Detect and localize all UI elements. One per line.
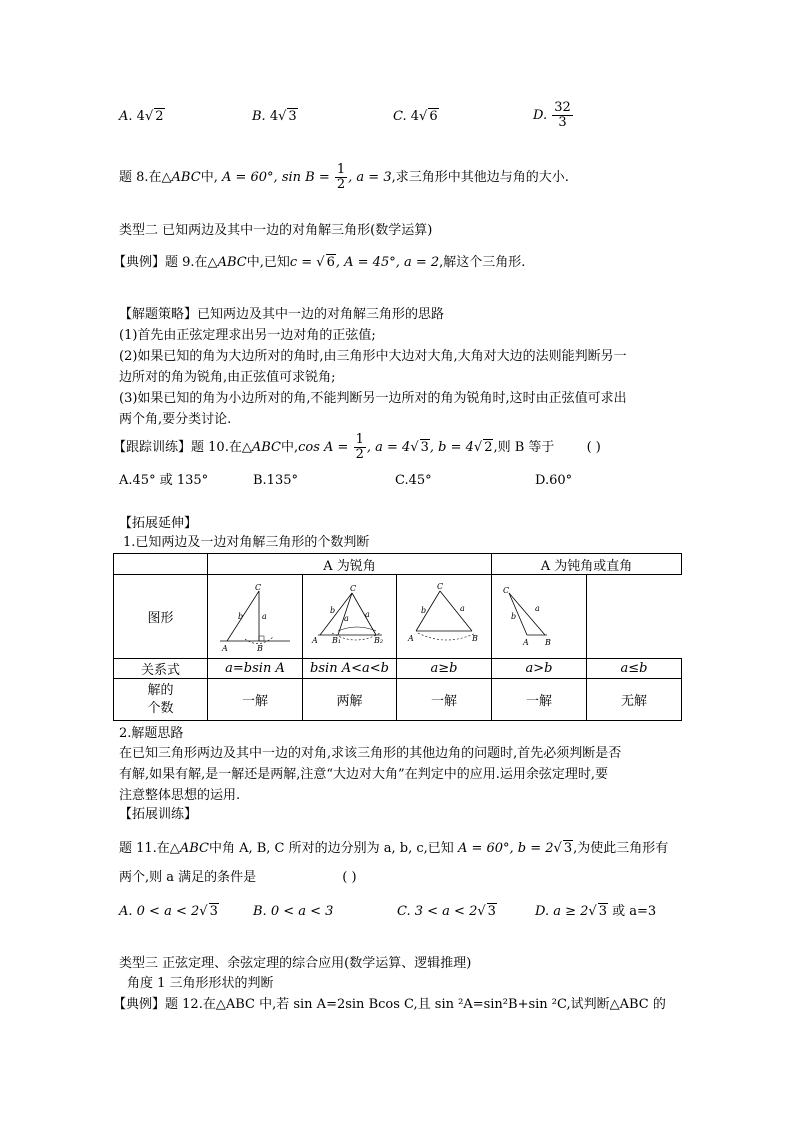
figure-cell-2 bbox=[303, 575, 397, 659]
denominator: 3 bbox=[558, 115, 567, 130]
figure-cell-4 bbox=[492, 575, 587, 659]
q11-option-b: B. 0 < a < 3 bbox=[253, 904, 334, 919]
option-text: A. 0 < a < 2 bbox=[119, 904, 200, 919]
triangle-name: ABC bbox=[217, 255, 247, 270]
strategy-line-4: (3)如果已知的角为小边所对的角,不能判断另一边所对的角为锐角时,这时由正弦值可求出 bbox=[119, 391, 627, 406]
text: 中角 A, B, C 所对的边分别为 a, b, c,已知 bbox=[208, 841, 454, 856]
solution-count-table bbox=[113, 553, 682, 721]
triangle-name: ABC bbox=[179, 841, 209, 856]
type3-angle-1: 角度 1 三角形形状的判断 bbox=[127, 976, 274, 991]
count-cell: 两解 bbox=[303, 679, 397, 721]
option-label: D. bbox=[533, 108, 548, 123]
option-text: D. a ≥ 2 bbox=[535, 904, 589, 919]
radicand: 6 bbox=[429, 109, 438, 124]
triangle-figure-one-solution bbox=[215, 581, 295, 653]
svg-text:C: C bbox=[503, 585, 510, 595]
strategy-line-1: (1)首先由正弦定理求出另一边对角的正弦值; bbox=[119, 328, 376, 343]
figure-cell-3 bbox=[397, 575, 492, 659]
condition: c = bbox=[289, 255, 313, 270]
numerator: 1 bbox=[336, 162, 346, 177]
relation-cell: a>b bbox=[492, 659, 587, 679]
q10-option-b: B.135° bbox=[253, 473, 298, 488]
svg-text:B₁: B₁ bbox=[331, 635, 341, 645]
count-cell: 一解 bbox=[208, 679, 303, 721]
extension-paragraph-3: 注意整体思想的运用. bbox=[119, 788, 241, 803]
radicand: 3 bbox=[209, 904, 218, 919]
relation-cell: a=bsin A bbox=[208, 659, 303, 679]
triangle-figure-obtuse bbox=[499, 581, 579, 653]
tag: 【典例】 bbox=[113, 255, 166, 270]
text: ,求三角形中其他边与角的大小. bbox=[391, 170, 569, 185]
relation-cell: a≤b bbox=[587, 659, 682, 679]
question-9: 【典例】题 9.在△ABC中,已知c = √ 6, A = 45°, a = 2,解这个三角形. bbox=[113, 255, 526, 270]
q11-option-c: C. 3 < a < 2√ 3 bbox=[397, 904, 496, 919]
radicand: 3 bbox=[420, 440, 429, 455]
option-label: C. bbox=[393, 109, 407, 124]
svg-text:A: A bbox=[222, 643, 228, 653]
svg-text:B: B bbox=[545, 637, 551, 647]
q10-option-c: C.45° bbox=[395, 473, 432, 488]
figure-cell-1 bbox=[208, 575, 303, 659]
extension-subheading-1: 1.已知两边及一边对角解三角形的个数判断 bbox=[123, 535, 370, 550]
option-coef: 4 bbox=[269, 109, 279, 124]
svg-text:B: B bbox=[257, 643, 263, 653]
numerator: 1 bbox=[355, 432, 364, 447]
option-coef: 4 bbox=[136, 109, 145, 124]
q10-option-d: D.60° bbox=[535, 473, 573, 488]
tag: 【跟踪训练】 bbox=[113, 440, 192, 455]
text: ,解这个三角形. bbox=[439, 255, 526, 270]
svg-text:b: b bbox=[511, 611, 517, 621]
triangle-figure-two-solutions bbox=[310, 581, 390, 653]
row-label-figure: 图形 bbox=[114, 575, 208, 659]
text: 题 12.在△ABC 中,若 sin A=2sin Bcos C,且 sin ²A=sin²B+sin ²C,试判断△ABC 的 bbox=[165, 997, 666, 1012]
strategy-line-3: 边所对的角为锐角,由正弦值可求锐角; bbox=[119, 370, 336, 385]
text: 中,已知 bbox=[246, 255, 290, 270]
text: 已知两边及其中一边的对角解三角形的思路 bbox=[197, 307, 445, 322]
svg-text:B: B bbox=[472, 633, 478, 643]
row-label-count bbox=[114, 679, 208, 721]
condition: , a = 3 bbox=[348, 170, 392, 185]
text: 题 10.在△ bbox=[191, 440, 252, 455]
header-obtuse: A 为钝角或直角 bbox=[492, 554, 682, 575]
q11-option-d: D. a ≥ 2√ 3 或 a=3 bbox=[535, 904, 657, 919]
radicand: 3 bbox=[598, 904, 607, 919]
condition: , b = 4 bbox=[429, 440, 474, 455]
svg-text:B₂: B₂ bbox=[373, 635, 383, 645]
count-cell: 无解 bbox=[587, 679, 682, 721]
svg-text:C: C bbox=[255, 582, 262, 592]
q10-option-a: A.45° 或 135° bbox=[119, 473, 209, 488]
count-cell: 一解 bbox=[492, 679, 587, 721]
fraction bbox=[552, 101, 573, 130]
question-12 bbox=[113, 996, 666, 1014]
radicand: 2 bbox=[484, 440, 493, 455]
count-cell: 一解 bbox=[397, 679, 492, 721]
text: 中, bbox=[200, 170, 218, 185]
text: 题 11.在△ bbox=[119, 841, 180, 856]
svg-text:a: a bbox=[262, 611, 267, 621]
q7-option-c: C. 4√ 6 bbox=[393, 109, 438, 124]
answer-blank: ( ) bbox=[342, 870, 357, 885]
condition: A = 60°, b = 2 bbox=[457, 841, 554, 856]
answer-blank: ( ) bbox=[586, 440, 601, 455]
question-11-line-2 bbox=[119, 869, 357, 887]
condition: , a = 4 bbox=[366, 440, 411, 455]
text: ,为使此三角形有 bbox=[573, 841, 669, 856]
radicand: 6 bbox=[326, 255, 335, 270]
question-11-line-1: 题 11.在△ABC中角 A, B, C 所对的边分别为 a, b, c,已知 A = 60°, b = 2√ 3,为使此三角形有 bbox=[119, 841, 669, 856]
header-acute: A 为锐角 bbox=[208, 554, 492, 575]
denominator: 2 bbox=[355, 447, 364, 462]
relation-cell: bsin A<a<b bbox=[303, 659, 397, 679]
condition: , A = 45°, a = 2 bbox=[335, 255, 440, 270]
svg-text:a: a bbox=[364, 609, 370, 619]
svg-text:b: b bbox=[329, 605, 335, 615]
option-label: A. bbox=[119, 109, 133, 124]
extension-subheading-2: 2.解题思路 bbox=[119, 726, 184, 741]
q7-option-b: B. 4√ 3 bbox=[252, 109, 297, 124]
text: 题 9.在△ bbox=[165, 255, 218, 270]
extension-paragraph-2: 有解,如果有解,是一解还是两解,注意“大边对大角”在判定中的应用.运用余弦定理时,要 bbox=[119, 767, 608, 782]
svg-text:A: A bbox=[523, 637, 529, 647]
option-text: 或 a=3 bbox=[607, 904, 657, 919]
svg-text:a: a bbox=[535, 603, 540, 613]
text: 解的 bbox=[147, 682, 174, 698]
q11-option-a: A. 0 < a < 2√ 3 bbox=[119, 904, 218, 919]
text: 中, bbox=[280, 440, 299, 455]
radicand: 2 bbox=[155, 109, 164, 124]
extension-paragraph-1: 在已知三角形两边及其中一边的对角,求该三角形的其他边角的问题时,首先必须判断是否 bbox=[119, 746, 622, 761]
row-label-relation: 关系式 bbox=[114, 659, 208, 679]
svg-text:A: A bbox=[311, 635, 318, 645]
svg-text:b: b bbox=[421, 605, 427, 615]
question-10: 【跟踪训练】题 10.在△ABC中,cos A = $\frac{1}{2}$ , a = 4√ 3, b = 4√ 2,则 B 等于 ( ) bbox=[113, 432, 601, 462]
svg-text:A: A bbox=[408, 633, 414, 643]
question-8 bbox=[119, 160, 569, 196]
table-corner-cell bbox=[114, 554, 208, 575]
radicand: 3 bbox=[288, 109, 297, 124]
condition: A = 60°, sin B = bbox=[221, 170, 330, 185]
type3-heading: 类型三 正弦定理、余弦定理的综合应用(数学运算、逻辑推理) bbox=[119, 956, 472, 971]
svg-text:b: b bbox=[238, 611, 244, 621]
strategy-line-2: (2)如果已知的角为大边所对的角时,由三角形中大边对大角,大角对大边的法则能判断另一 bbox=[119, 349, 627, 364]
svg-text:C: C bbox=[349, 583, 356, 593]
triangle-figure-one-solution-large-a bbox=[404, 581, 484, 653]
tag: 【典例】 bbox=[113, 997, 166, 1012]
radicand: 3 bbox=[563, 841, 573, 856]
extension-training-heading: 【拓展训练】 bbox=[119, 807, 198, 822]
fraction bbox=[335, 163, 347, 192]
option-coef: 4 bbox=[410, 109, 420, 124]
q7-option-d bbox=[533, 98, 574, 134]
text: 题 8.在△ bbox=[119, 170, 172, 185]
svg-text:a: a bbox=[343, 613, 349, 623]
denominator: 2 bbox=[336, 177, 346, 192]
strategy-line-5: 两个角,要分类讨论. bbox=[119, 412, 232, 427]
triangle-name: ABC bbox=[171, 170, 201, 185]
option-label: B. bbox=[252, 109, 266, 124]
strategy-title bbox=[119, 306, 444, 324]
extension-heading: 【拓展延伸】 bbox=[119, 516, 198, 531]
text: 个数 bbox=[147, 700, 174, 716]
text: ,则 B 等于 bbox=[493, 440, 555, 455]
radicand: 3 bbox=[487, 904, 496, 919]
relation-cell: a≥b bbox=[397, 659, 492, 679]
tag: 【解题策略】 bbox=[119, 307, 198, 322]
q7-option-a: A. 4√ 2 bbox=[119, 109, 164, 124]
text: 两个,则 a 满足的条件是 bbox=[119, 870, 257, 885]
type2-heading: 类型二 已知两边及其中一边的对角解三角形(数学运算) bbox=[119, 223, 433, 238]
svg-text:a: a bbox=[460, 603, 465, 613]
triangle-name: ABC bbox=[251, 440, 281, 455]
fraction bbox=[354, 433, 366, 462]
condition: cos A = bbox=[298, 440, 349, 455]
option-text: C. 3 < a < 2 bbox=[397, 904, 478, 919]
numerator: 32 bbox=[554, 100, 571, 115]
svg-text:C: C bbox=[437, 581, 444, 591]
